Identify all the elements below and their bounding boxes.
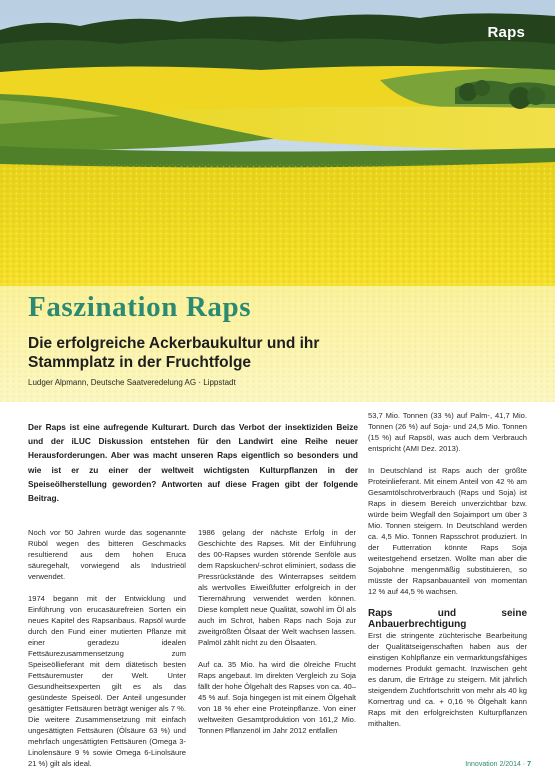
paragraph: 1986 gelang der nächste Erfolg in der Geschichte des Rapses. Mit der Einführung des 00-Rapses wurden störende Senföle aus dem Rapskuchen/-schrot eliminiert, sodass die Pressrückstände des Winterrapses seitdem als wertvolles Eiweißfutter erfolgreich in der Tierernährung verwendet werden können. Diese komplett neue Qualität, sowohl im Öl als auch im Schrot, haben Raps nach Soja zur zweitgrößten Ölsaat der Welt wachsen lassen. Palmöl zählt nicht zu den Ölsaaten. [198,528,356,647]
paragraph: Auf ca. 35 Mio. ha wird die ölreiche Frucht Raps angebaut. Im direkten Vergleich zu Soja fällt der hohe Ölgehalt des Rapses von ca. 40–45 % auf. Soja hingegen ist mit einem Ölgehalt von 18 % eher eine Proteinpflanze. Von einer weltweiten Gesamtproduktion von 161,2 Mio. Tonnen Pflanzenöl im Jahr 2012 entfallen [198,660,356,735]
paragraph: Erst die stringente züchterische Bearbeitung der Qualitätseigenschaften haben aus der einstigen Kohlpflanze ein vermarktungsfähiges modernes Produkt gemacht. Inzwischen geht es darum, die Erträge zu steigern. Mit jährlich steigendem Zuchtfortschritt von mehr als 40 kg Kornertrag und ca. + 0,16 % Ölgehalt kann Raps mit den erfolgreichsten Kulturpflanzen mithalten. [368,631,527,728]
lead-paragraph: Der Raps ist eine aufregende Kulturart. Durch das Verbot der insektiziden Beize und der iLUC Diskussion entstehen für den Landwirt eine Reihe neuer Herausforderungen. Aber was macht unseren Raps eigentlich so besonders und wie ist er zu einer der weltweit wichtigsten Kulturpflanzen in der Speiseölherstellung geworden? Antworten auf diese Fragen gibt der folgende Beitrag. [28,422,358,504]
article-title: Faszination Raps [28,291,252,323]
body-column-2 [198,527,356,747]
page-number: 7 [527,761,531,768]
author-byline: Ludger Alpmann, Deutsche Saatveredelung AG · Lippstadt [28,378,236,387]
issue-label: Innovation 2/2014 · [465,761,526,768]
body-column-1 [28,527,186,780]
body-column-3 [368,410,527,740]
article-subtitle: Die erfolgreiche Ackerbaukultur und ihr Stammplatz in der Fruchtfolge [28,335,320,371]
paragraph: In Deutschland ist Raps auch der größte Proteinlieferant. Mit einem Anteil von 42 % am Gesamtölschrotverbrauch (Raps und Soja) ist Raps in diesem Bereich unverzichtbar bzw. würde beim Wegfall den Sojaimport um über 3 Mio. Tonnen steigern. In Deutschland werden ca. 4,5 Mio. Tonnen Rapsschrot produziert. In der Futterration könnte Raps Soja weitestgehend ersetzen. Wollte man aber die Sojabohne mengenmäßig substituieren, so müsste der Rapsanbauanteil von momentan 12 % auf 44,5 % wachsen. [368,466,527,596]
paragraph: Noch vor 50 Jahren wurde das sogenannte Rüböl wegen des bitteren Geschmacks resultierend aus dem hohen Eruca säuregehalt, vorwiegend als Industrieöl verwendet. [28,528,186,581]
section-heading: Raps und seine Anbauerbrechtigung [368,608,527,630]
page-footer [465,761,531,768]
paragraph: 53,7 Mio. Tonnen (33 %) auf Palm-, 41,7 Mio. Tonnen (26 %) auf Soja- und 24,5 Mio. Tonnen (15 %) auf Rapsöl, was auch dem Verbrauch entspricht (AMI Dez. 2013). [368,411,527,453]
paragraph: 1974 begann mit der Entwicklung und Einführung von erucasäurefreien Sorten ein neues Kapitel des Rapsanbaus. Rapsöl wurde durch den Fund einer mutierten Pflanze mit einer geradezu idealen Fettsäurezusammensetzung zum Speiseöllieferant mit dem diätetisch besten Fettsäuremuster der Welt. Unter Gesundheitsexperten gilt es als das gesündeste Speiseöl. Der Anteil ungesunder gesättigter Fettsäuren beträgt weniger als 7 %. Die weitere Zusammensetzung mit einfach ungesättigten Fettsäuren (Ölsäure 63 %) und mehrfach ungesättigten Fettsäuren (Omega 3-Linolensäure 9 % sowie Omega 6-Linolsäure 21 %) gilt als ideal. [28,594,186,768]
section-label: Raps [487,24,525,41]
